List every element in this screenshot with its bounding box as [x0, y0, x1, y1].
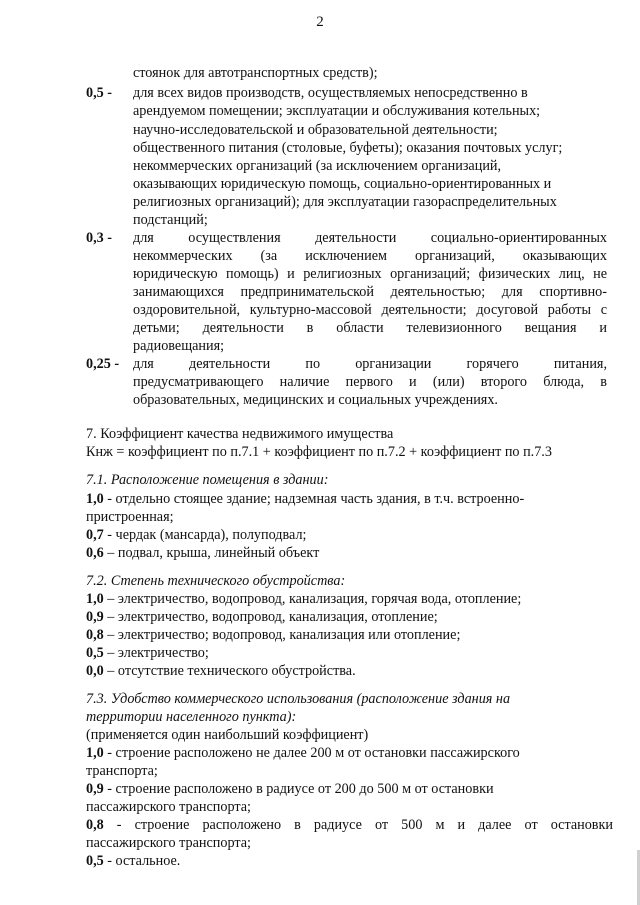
coef-item: [86, 644, 209, 662]
coef-item: [86, 798, 251, 816]
note: (применяется один наибольший коэффициент): [86, 727, 369, 743]
coef-item: [86, 590, 521, 608]
coef-item: [86, 762, 158, 780]
coef-item: [86, 490, 524, 508]
coef-item: [86, 508, 174, 526]
coef-value: 0,6: [86, 545, 104, 561]
coef-text: – электричество, водопровод, канализация, горячая вода, отопление;: [103, 591, 522, 607]
section-title: 7. Коэффициент качества недвижимого имущества: [86, 426, 394, 442]
text-line: для осуществления деятельности социально-ориентированных: [133, 230, 607, 246]
coef-value: 0,0: [86, 663, 104, 679]
coef-text: - строение расположено в радиусе от 200 до 500 м от остановки: [103, 781, 494, 797]
text-line: подстанций;: [133, 212, 208, 228]
coef-item: [86, 626, 460, 644]
coef-text: - остальное.: [103, 853, 181, 869]
coef-item: [86, 544, 319, 562]
coef-text: - строение расположено не далее 200 м от остановки пассажирского: [103, 745, 520, 761]
coef-item: [86, 834, 251, 852]
coef-value: 0,7: [86, 527, 104, 543]
coef-item: [86, 780, 494, 798]
coef-text: - чердак (мансарда), полуподвал;: [103, 527, 307, 543]
coef-text: пассажирского транспорта;: [86, 835, 251, 851]
text-line: детьми; деятельности в области телевизионного вещания и: [133, 320, 607, 336]
text-line: арендуемом помещении; эксплуатации и обслуживания котельных;: [133, 103, 541, 119]
coef-item: [86, 526, 306, 544]
text-line: предусматривающего наличие первого и (или) второго блюда, в: [133, 374, 607, 390]
text-line: для всех видов производств, осуществляемых непосредственно в: [133, 85, 528, 101]
coef-text: – электричество; водопровод, канализация или отопление;: [103, 627, 461, 643]
text-line: образовательных, медицинских и социальных учреждениях.: [133, 392, 498, 408]
coef-text: – электричество, водопровод, канализация, отопление;: [103, 609, 438, 625]
coef-value: 1,0: [86, 491, 104, 507]
coef-text: - строение расположено в радиусе от 500 м и далее от остановки: [103, 817, 613, 833]
coef-item: [86, 816, 613, 834]
coef-text: – подвал, крыша, линейный объект: [103, 545, 320, 561]
coef-value: 0,9: [86, 781, 104, 797]
text-line: оказывающих юридическую помощь, социально-ориентированных и: [133, 176, 552, 192]
coef-text: пристроенная;: [86, 509, 174, 525]
coef-label: 0,25 -: [86, 356, 120, 372]
text-line: некоммерческих организаций (за исключением организаций,: [133, 158, 502, 174]
text-line: общественного питания (столовые, буфеты); оказания почтовых услуг;: [133, 140, 563, 156]
coef-label: 0,3 -: [86, 230, 113, 246]
coef-item: [86, 608, 438, 626]
subsection-title: 7.3. Удобство коммерческого использования (расположение здания на: [86, 691, 511, 707]
text-line: радиовещания;: [133, 338, 225, 354]
coef-text: – отсутствие технического обустройства.: [103, 663, 356, 679]
coef-value: 0,5: [86, 645, 104, 661]
coef-value: 1,0: [86, 591, 104, 607]
formula: Кнж = коэффициент по п.7.1 + коэффициент по п.7.2 + коэффициент по п.7.3: [86, 444, 552, 460]
text-line: некоммерческих (за исключением организаций, оказывающих: [133, 248, 607, 264]
coef-value: 0,8: [86, 627, 104, 643]
coef-item: [86, 744, 520, 762]
coef-text: - отдельно стоящее здание; надземная часть здания, в т.ч. встроенно-: [103, 491, 525, 507]
coef-label: 0,5 -: [86, 85, 113, 101]
coef-value: 0,9: [86, 609, 104, 625]
text-line: оздоровительной, культурно-массовой деятельности; досуговой работы с: [133, 302, 607, 318]
subsection-title: 7.1. Расположение помещения в здании:: [86, 472, 329, 488]
text-line: научно-исследовательской и образовательной деятельности;: [133, 122, 498, 138]
coef-text: пассажирского транспорта;: [86, 799, 251, 815]
text-line: юридическую помощь) и религиозных организаций; физических лиц, не: [133, 266, 607, 282]
intro-line: стоянок для автотранспортных средств);: [133, 65, 378, 81]
coef-text: транспорта;: [86, 763, 158, 779]
coef-value: 0,8: [86, 817, 104, 833]
text-line: религиозных организаций); для эксплуатации газораспределительных: [133, 194, 557, 210]
coef-text: – электричество;: [103, 645, 209, 661]
subsection-title: территории населенного пункта):: [86, 709, 297, 725]
coef-item: [86, 852, 180, 870]
coef-value: 0,5: [86, 853, 104, 869]
page-number: 2: [316, 14, 324, 30]
coef-item: [86, 662, 356, 680]
subsection-title: 7.2. Степень технического обустройства:: [86, 573, 346, 589]
text-line: занимающихся предпринимательской деятельностью; для спортивно-: [133, 284, 607, 300]
text-line: для деятельности по организации горячего питания,: [133, 356, 607, 372]
coef-value: 1,0: [86, 745, 104, 761]
